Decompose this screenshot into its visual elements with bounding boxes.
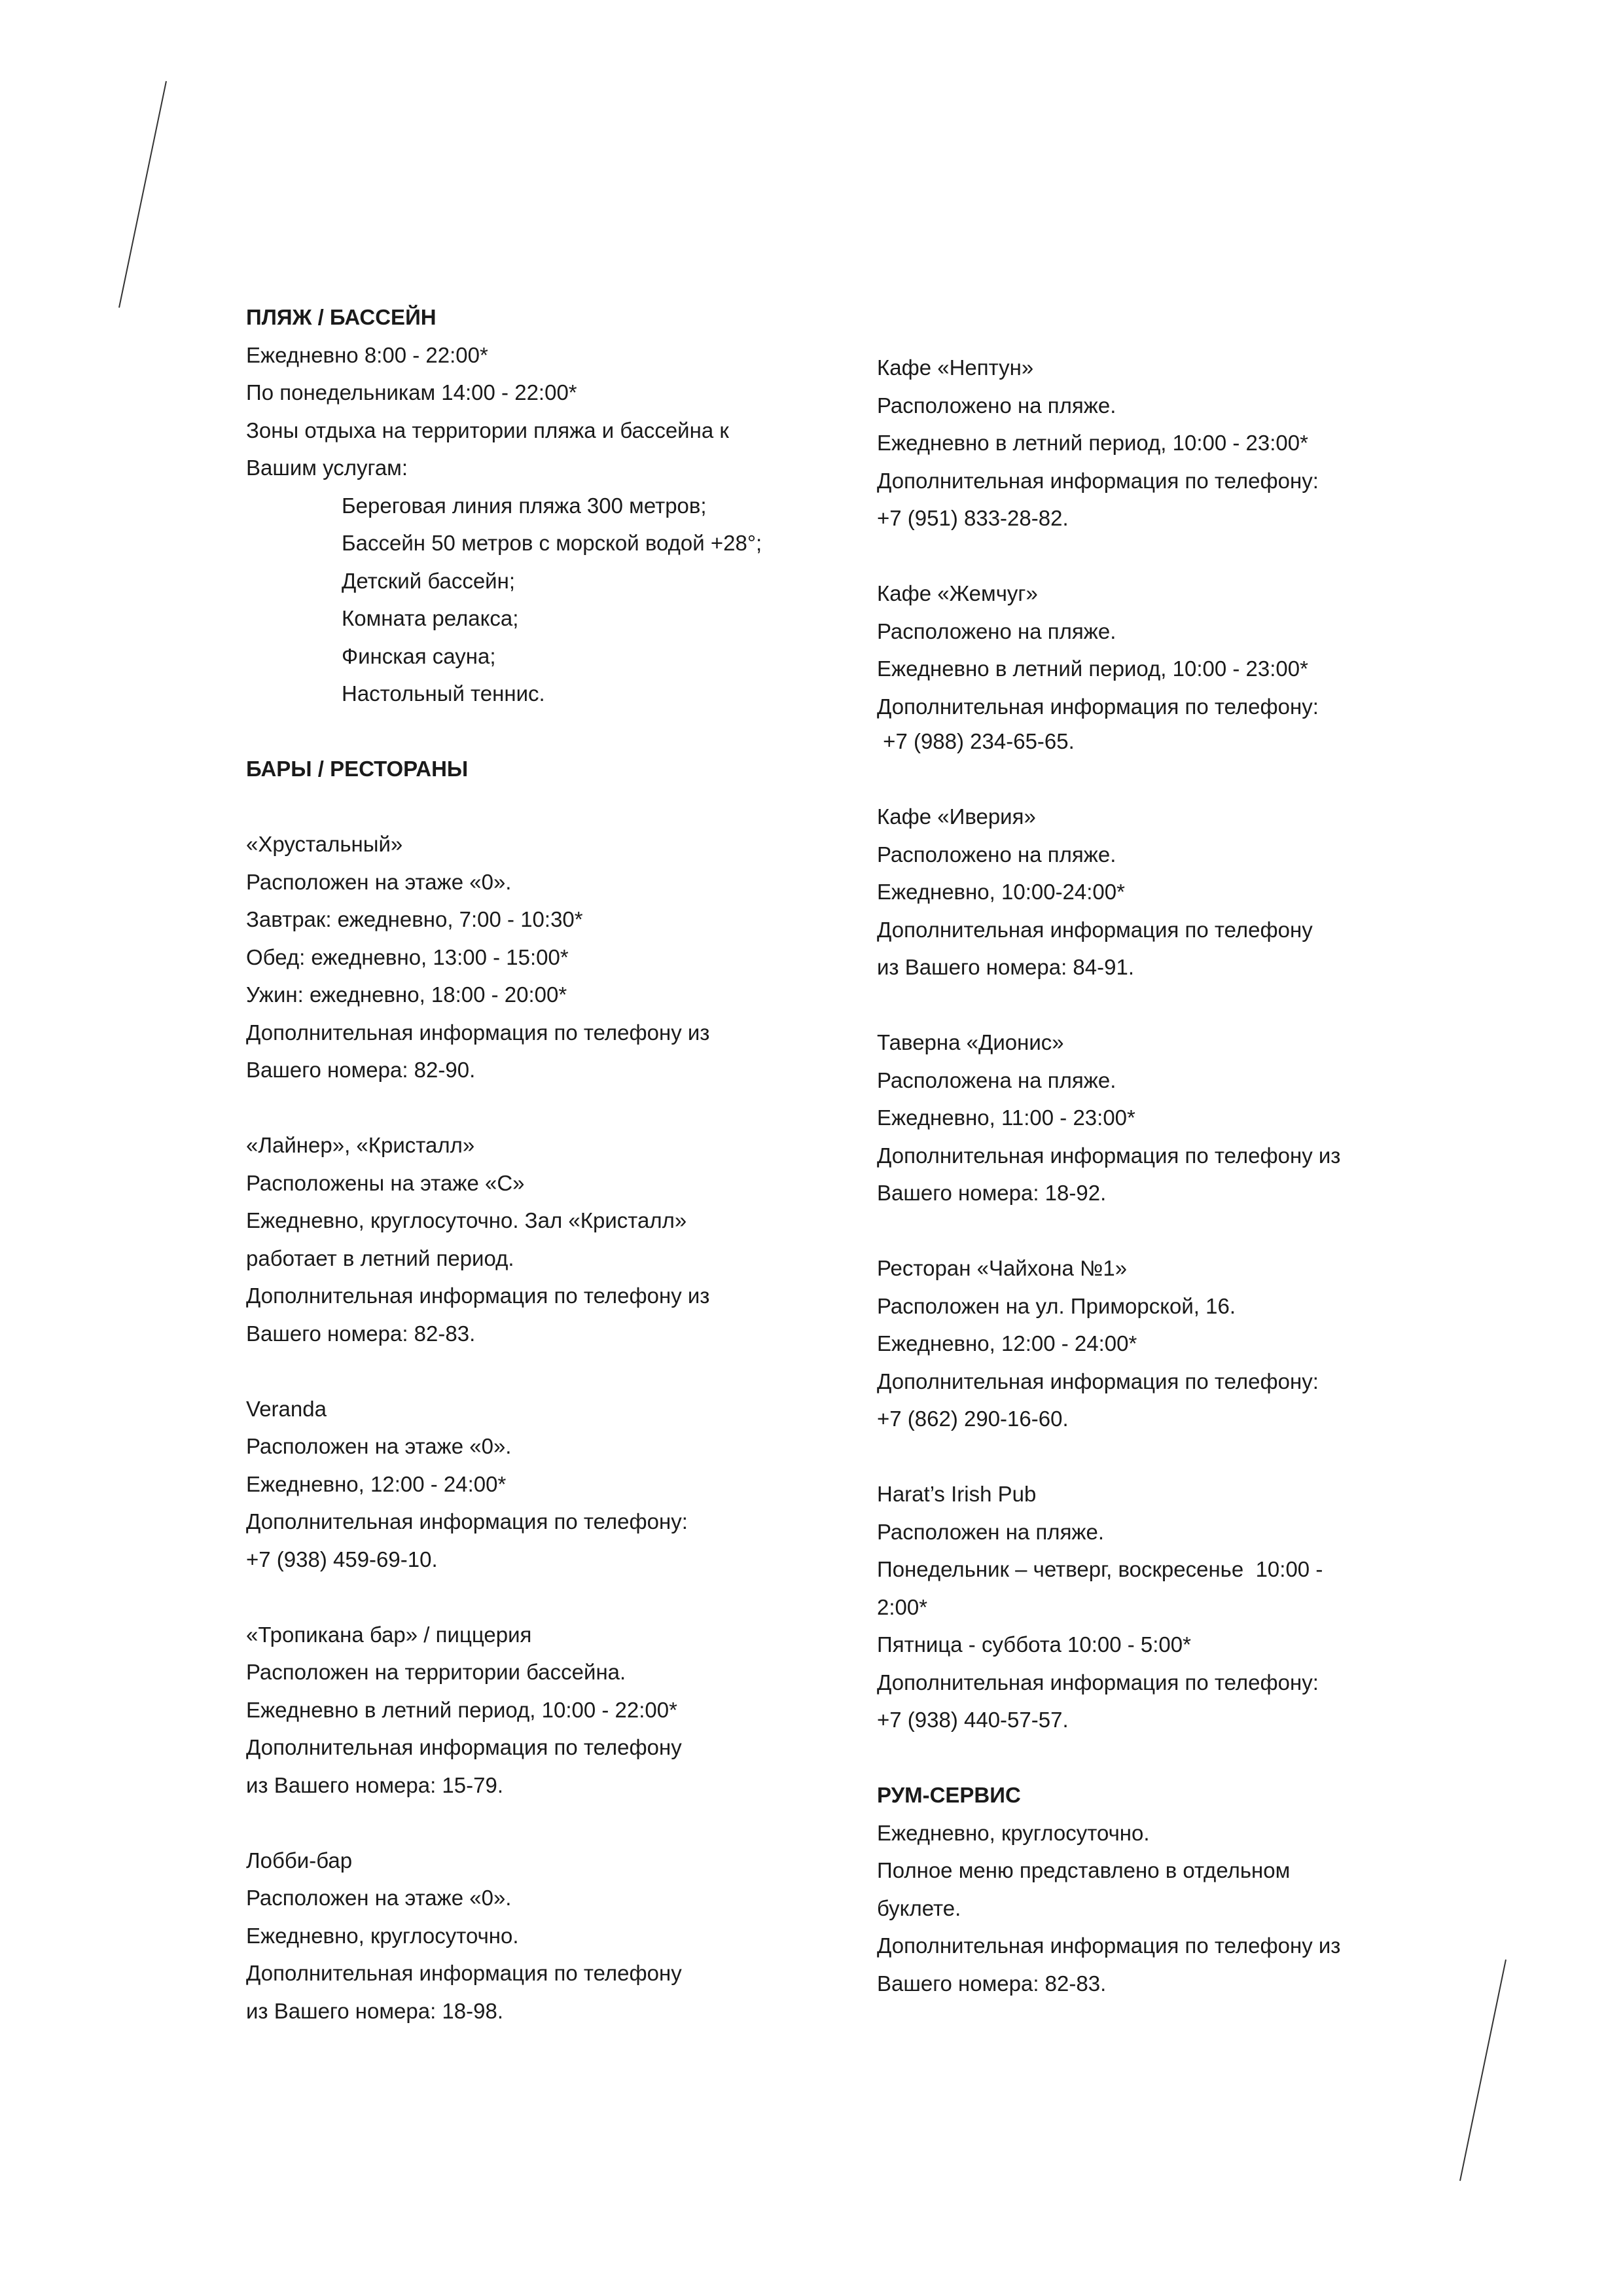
- amenity-item: Финская сауна;: [342, 643, 496, 668]
- venue-line: из Вашего номера: 15-79.: [246, 1772, 503, 1797]
- venue-line: Расположено на пляже.: [877, 393, 1116, 418]
- venue-line: Ужин: ежедневно, 18:00 - 20:00*: [246, 982, 567, 1007]
- venue-line: Расположен на пляже.: [877, 1519, 1105, 1544]
- venue-line: Завтрак: ежедневно, 7:00 - 10:30*: [246, 907, 583, 931]
- venue-block-iveria: [877, 798, 1466, 986]
- top-left-slash-line: [119, 81, 166, 308]
- beach-hours-daily: Ежедневно 8:00 - 22:00*: [246, 342, 488, 367]
- venue-line: Дополнительная информация по телефону:: [246, 1509, 688, 1534]
- venue-line: Дополнительная информация по телефону:: [877, 694, 1319, 719]
- beach-intro-line-2: Вашим услугам:: [246, 456, 408, 480]
- venue-name: Таверна «Дионис»: [877, 1030, 1064, 1054]
- venue-line: Расположен на этаже «0».: [246, 1434, 512, 1458]
- venue-line: Расположен на ул. Приморской, 16.: [877, 1293, 1236, 1318]
- venue-line: Ежедневно в летний период, 10:00 - 22:00*: [246, 1697, 677, 1722]
- venue-block-liner-kristall: [246, 1126, 874, 1352]
- venue-line: Расположены на этаже «С»: [246, 1170, 525, 1195]
- spacer: [877, 1739, 1466, 1777]
- venue-line: Расположено на пляже.: [877, 842, 1116, 867]
- venue-block-chaihona: [877, 1249, 1466, 1438]
- venue-line: Вашего номера: 82-90.: [246, 1058, 476, 1082]
- venue-line: Расположен на территории бассейна.: [246, 1660, 626, 1684]
- spacer: [877, 537, 1466, 575]
- venue-line: из Вашего номера: 84-91.: [877, 955, 1134, 979]
- spacer: [246, 788, 874, 826]
- venue-line: из Вашего номера: 18-98.: [246, 1998, 503, 2023]
- venue-line: Расположен на этаже «0».: [246, 869, 512, 894]
- amenity-item: Настольный теннис.: [342, 681, 545, 706]
- venue-line: работает в летний период.: [246, 1246, 514, 1270]
- venue-name: «Тропикана бар» / пиццерия: [246, 1622, 532, 1647]
- venue-line: Дополнительная информация по телефону:: [877, 1369, 1319, 1393]
- venue-line: Ежедневно в летний период, 10:00 - 23:00*: [877, 431, 1308, 455]
- spacer: [877, 1212, 1466, 1250]
- venue-block-lobby-bar: [246, 1842, 874, 2030]
- venue-name: Veranda: [246, 1396, 327, 1421]
- venue-line: Ежедневно, 10:00-24:00*: [877, 880, 1125, 904]
- venue-name: Кафе «Нептун»: [877, 355, 1034, 380]
- spacer: [877, 1438, 1466, 1476]
- venue-line: Расположен на этаже «0».: [246, 1886, 512, 1910]
- venue-name: Кафе «Иверия»: [877, 804, 1036, 829]
- venue-line: +7 (988) 234-65-65.: [877, 729, 1075, 753]
- room-service-block: [877, 1776, 1466, 2002]
- venue-line: Дополнительная информация по телефону из: [246, 1283, 710, 1308]
- venue-line: Дополнительная информация по телефону из: [877, 1143, 1341, 1168]
- venue-line: 2:00*: [877, 1594, 928, 1619]
- venue-block-dionis: [877, 1024, 1466, 1212]
- venue-block-neptun: [877, 349, 1466, 537]
- room-service-heading: РУМ-СЕРВИС: [877, 1783, 1021, 1807]
- venue-line: Ежедневно, 11:00 - 23:00*: [877, 1105, 1135, 1130]
- venue-block-harats-pub: [877, 1475, 1466, 1739]
- spacer: [877, 761, 1466, 798]
- bars-restaurants-heading: БАРЫ / РЕСТОРАНЫ: [246, 757, 469, 781]
- venue-name: «Лайнер», «Кристалл»: [246, 1133, 475, 1157]
- amenity-item: Бассейн 50 метров с морской водой +28°;: [342, 531, 762, 555]
- venue-line: Дополнительная информация по телефону: [877, 917, 1313, 942]
- venue-line: Ежедневно в летний период, 10:00 - 23:00*: [877, 656, 1308, 681]
- venue-line: Дополнительная информация по телефону:: [877, 1670, 1319, 1695]
- room-service-line: Ежедневно, круглосуточно.: [877, 1820, 1150, 1845]
- venue-line: Расположено на пляже.: [877, 619, 1116, 643]
- beach-hours-monday: По понедельникам 14:00 - 22:00*: [246, 380, 577, 404]
- venue-line: Обед: ежедневно, 13:00 - 15:00*: [246, 944, 569, 969]
- venue-line: Ежедневно, 12:00 - 24:00*: [246, 1471, 507, 1496]
- venue-name: Кафе «Жемчуг»: [877, 581, 1038, 605]
- left-column: [246, 298, 874, 2030]
- spacer: [246, 713, 874, 751]
- venue-block-tropicana: [246, 1616, 874, 1804]
- spacer: [246, 1352, 874, 1390]
- bottom-right-slash-line: [1460, 1960, 1506, 2181]
- beach-intro-line-1: Зоны отдыха на территории пляжа и бассейна к: [246, 418, 729, 442]
- venue-line: Расположена на пляже.: [877, 1067, 1116, 1092]
- venue-line: Дополнительная информация по телефону: [246, 1961, 682, 1985]
- room-service-line: Полное меню представлено в отдельном: [877, 1858, 1291, 1882]
- venue-line: Вашего номера: 82-83.: [246, 1321, 476, 1346]
- room-service-line: Дополнительная информация по телефону из: [877, 1933, 1341, 1958]
- venue-line: Ежедневно, 12:00 - 24:00*: [877, 1331, 1137, 1355]
- venue-line: Вашего номера: 18-92.: [877, 1181, 1107, 1205]
- venue-name: Лобби-бар: [246, 1848, 353, 1873]
- spacer: [246, 1804, 874, 1842]
- room-service-line: буклете.: [877, 1895, 961, 1920]
- venue-line: +7 (938) 440-57-57.: [877, 1708, 1069, 1732]
- room-service-line: Вашего номера: 82-83.: [877, 1971, 1107, 1996]
- amenity-item: Береговая линия пляжа 300 метров;: [342, 493, 707, 518]
- venue-line: Дополнительная информация по телефону из: [246, 1020, 710, 1045]
- venue-block-veranda: [246, 1390, 874, 1579]
- spacer: [877, 986, 1466, 1024]
- venue-block-zhemchug: [877, 575, 1466, 761]
- beach-pool-heading: ПЛЯЖ / БАССЕЙН: [246, 305, 437, 329]
- spacer: [246, 1089, 874, 1127]
- right-column: [877, 349, 1466, 2002]
- venue-line: +7 (862) 290-16-60.: [877, 1407, 1069, 1431]
- venue-line: Пятница - суббота 10:00 - 5:00*: [877, 1632, 1191, 1657]
- amenity-item: Детский бассейн;: [342, 568, 515, 593]
- venue-line: Дополнительная информация по телефону:: [877, 468, 1319, 493]
- spacer: [246, 1578, 874, 1616]
- venue-name: Ресторан «Чайхона №1»: [877, 1256, 1128, 1280]
- venue-line: Ежедневно, круглосуточно. Зал «Кристалл»: [246, 1208, 687, 1232]
- venue-line: +7 (938) 459-69-10.: [246, 1547, 438, 1571]
- venue-line: Ежедневно, круглосуточно.: [246, 1923, 519, 1948]
- venue-line: +7 (951) 833-28-82.: [877, 506, 1069, 530]
- venue-block-khrustalny: [246, 825, 874, 1089]
- venue-line: Дополнительная информация по телефону: [246, 1735, 682, 1759]
- venue-name: «Хрустальный»: [246, 832, 403, 856]
- venue-name: Harat’s Irish Pub: [877, 1482, 1037, 1506]
- venue-line: Понедельник – четверг, воскресенье 10:00 -: [877, 1557, 1323, 1581]
- amenity-item: Комната релакса;: [342, 606, 519, 630]
